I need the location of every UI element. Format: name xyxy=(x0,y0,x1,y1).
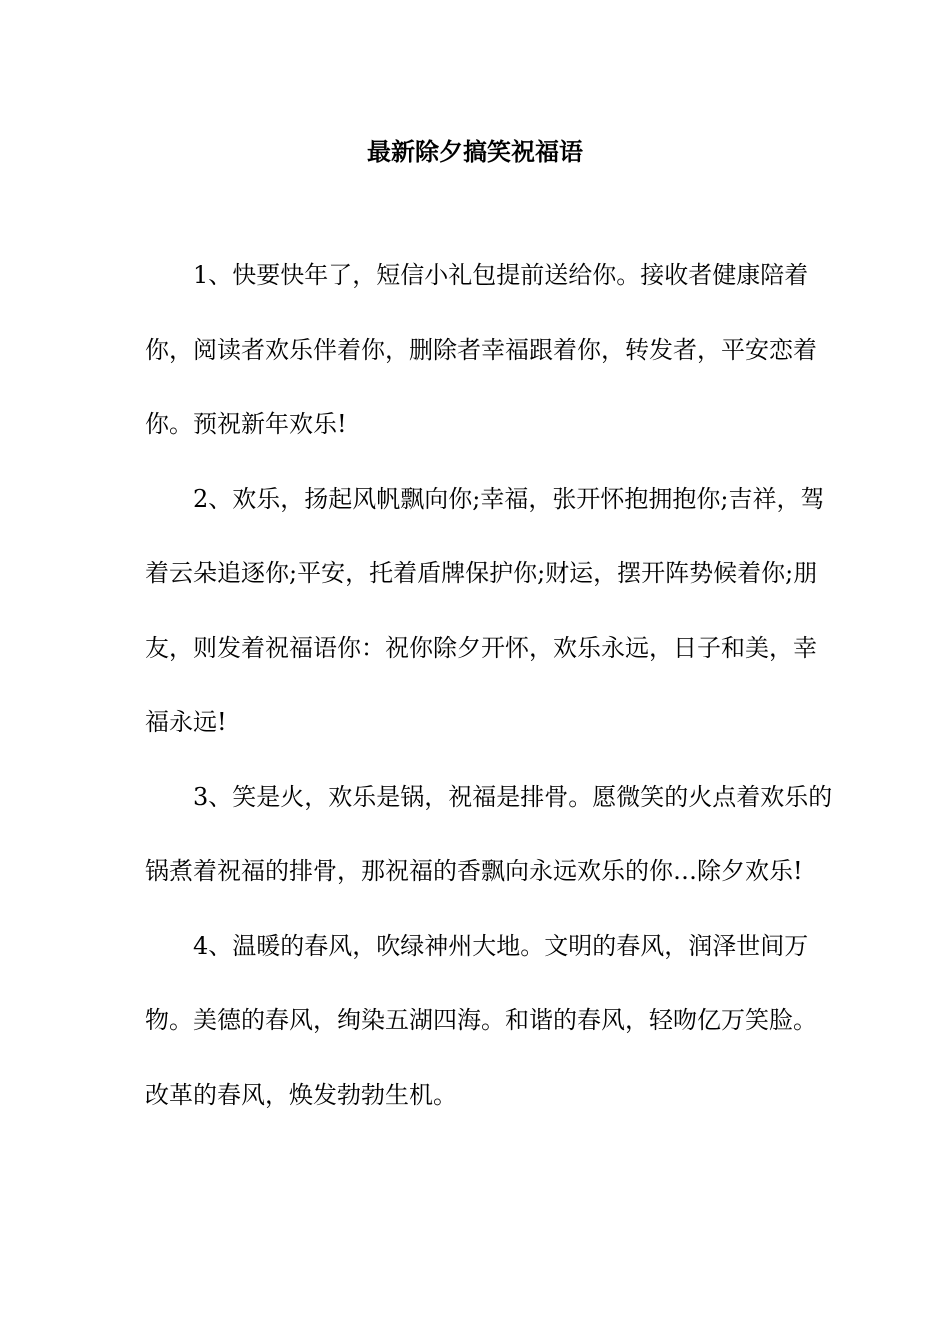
document-body xyxy=(145,238,835,1132)
paragraph-4: 4、温暖的春风，吹绿神州大地。文明的春风，润泽世间万物。美德的春风，绚染五湖四海。和谐的春风，轻吻亿万笑脸。改革的春风，焕发勃勃生机。 xyxy=(145,931,817,1109)
paragraph-2: 2、欢乐，扬起风帆飘向你;幸福，张开怀抱拥抱你;吉祥，驾着云朵追逐你;平安，托着盾牌保护你;财运，摆开阵势候着你;朋友，则发着祝福语你：祝你除夕开怀，欢乐永远，日子和美，幸福永远! xyxy=(145,484,825,736)
paragraph-1: 1、快要快年了，短信小礼包提前送给你。接收者健康陪着你，阅读者欢乐伴着你，删除者幸福跟着你，转发者，平安恋着你。预祝新年欢乐! xyxy=(145,261,817,438)
paragraph-3: 3、笑是火，欢乐是锅，祝福是排骨。愿微笑的火点着欢乐的锅煮着祝福的排骨，那祝福的香飘向永远欢乐的你…除夕欢乐! xyxy=(145,782,833,885)
document-title: 最新除夕搞笑祝福语 xyxy=(367,137,583,166)
